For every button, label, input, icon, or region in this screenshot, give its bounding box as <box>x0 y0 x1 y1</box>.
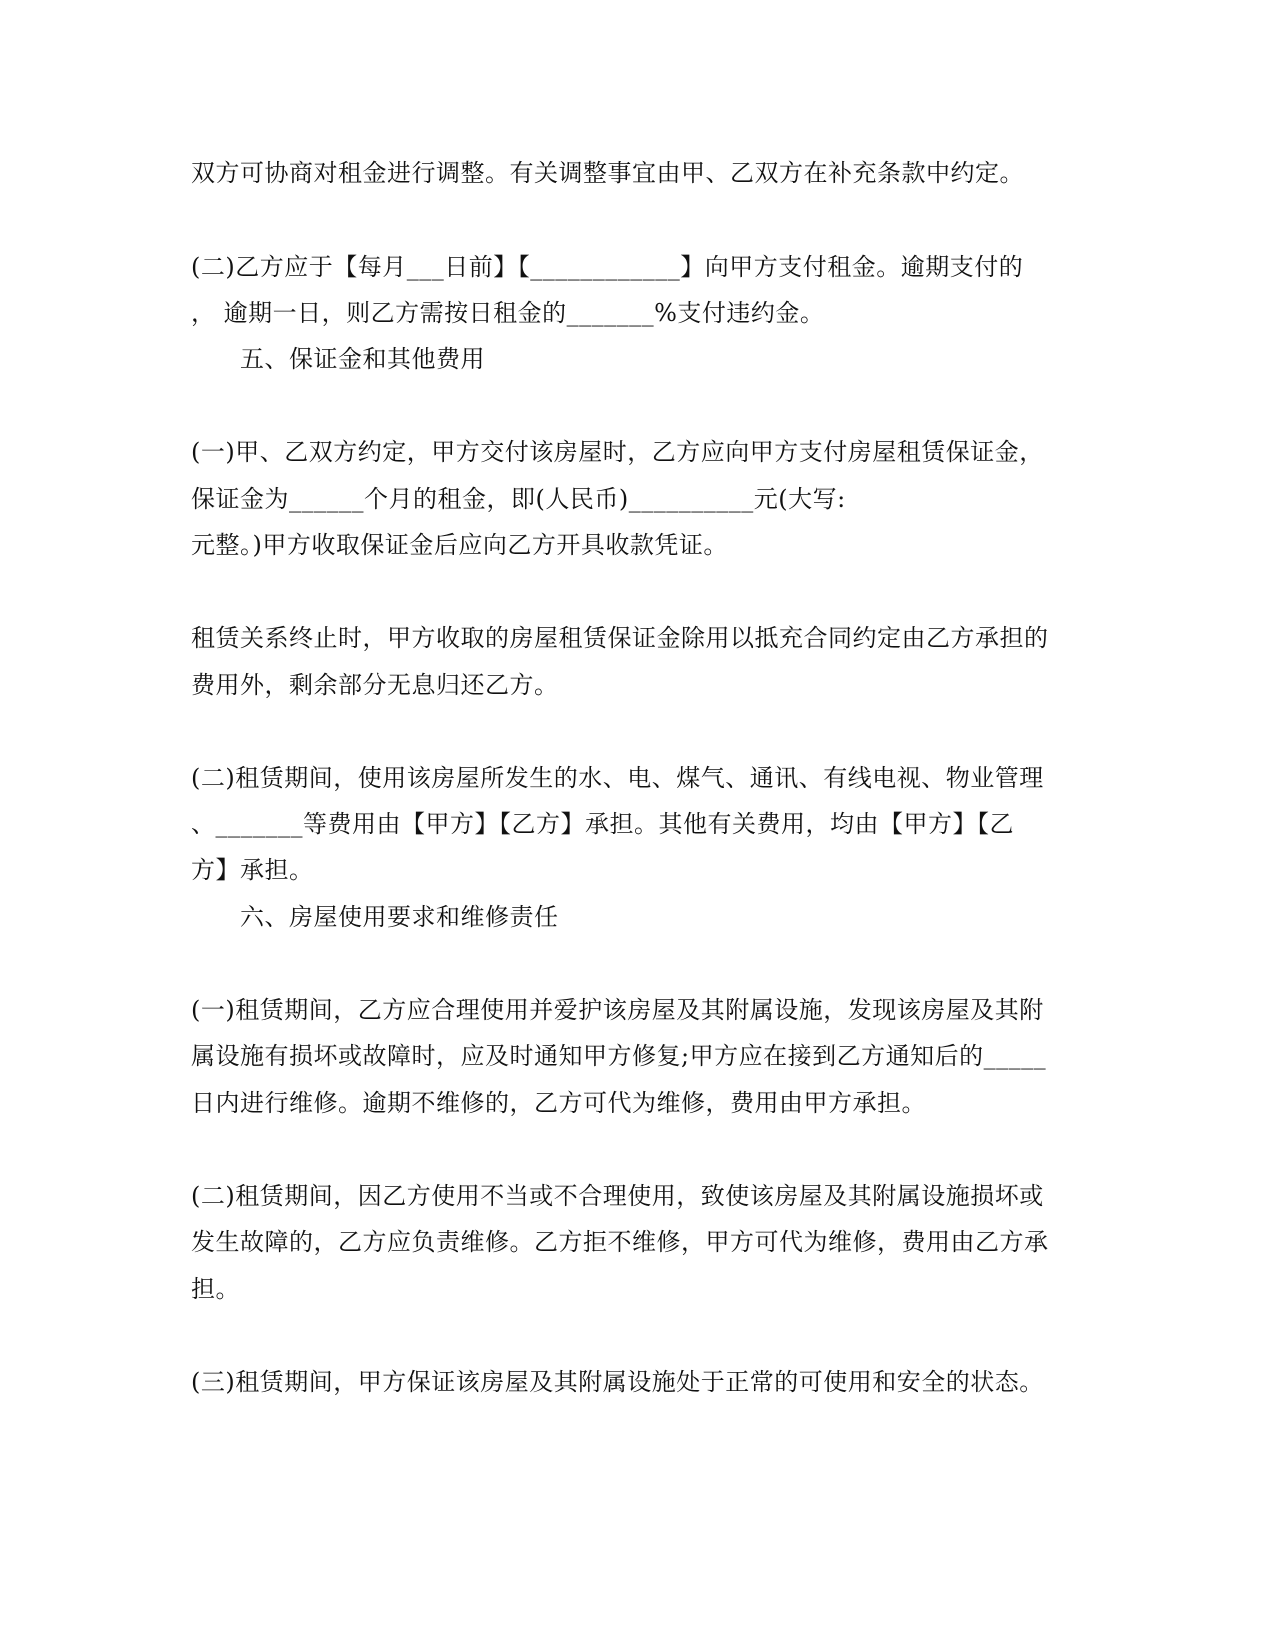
paragraph-line: 租赁关系终止时，甲方收取的房屋租赁保证金除用以抵充合同约定由乙方承担的 <box>191 624 1049 652</box>
paragraph-line: (一)甲、乙双方约定，甲方交付该房屋时，乙方应向甲方支付房屋租赁保证金， <box>191 438 1044 466</box>
paragraph-line: (三)租赁期间，甲方保证该房屋及其附属设施处于正常的可使用和安全的状态。 <box>191 1368 1044 1396</box>
paragraph-line: 元整。)甲方收取保证金后应向乙方开具收款凭证。 <box>191 531 728 559</box>
paragraph-line: 保证金为______个月的租金，即(人民币)__________元(大写: <box>191 485 846 513</box>
paragraph-line: 方】承担。 <box>191 856 314 884</box>
paragraph-line: (二)租赁期间，使用该房屋所发生的水、电、煤气、通讯、有线电视、物业管理 <box>191 764 1044 792</box>
paragraph-line: 担。 <box>191 1275 240 1303</box>
paragraph-line: ， 逾期一日，则乙方需按日租金的_______%支付违约金。 <box>191 299 825 327</box>
paragraph-line: (二)乙方应于【每月___日前】【____________】向甲方支付租金。逾期支付的 <box>191 253 1024 281</box>
paragraph-line: 、_______等费用由【甲方】【乙方】承担。其他有关费用，均由【甲方】【乙 <box>191 810 1014 838</box>
paragraph-line: (一)租赁期间，乙方应合理使用并爱护该房屋及其附属设施，发现该房屋及其附 <box>191 996 1044 1024</box>
paragraph-line: 属设施有损坏或故障时，应及时通知甲方修复;甲方应在接到乙方通知后的_____ <box>191 1042 1047 1070</box>
section-heading: 五、保证金和其他费用 <box>240 345 485 373</box>
section-heading: 六、房屋使用要求和维修责任 <box>240 903 559 931</box>
paragraph-line: (二)租赁期间，因乙方使用不当或不合理使用，致使该房屋及其附属设施损坏或 <box>191 1182 1044 1210</box>
paragraph-line: 日内进行维修。逾期不维修的，乙方可代为维修，费用由甲方承担。 <box>191 1089 926 1117</box>
paragraph-line: 发生故障的，乙方应负责维修。乙方拒不维修，甲方可代为维修，费用由乙方承 <box>191 1228 1049 1256</box>
paragraph-line: 费用外，剩余部分无息归还乙方。 <box>191 671 559 699</box>
paragraph-line: 双方可协商对租金进行调整。有关调整事宜由甲、乙双方在补充条款中约定。 <box>191 159 1024 187</box>
